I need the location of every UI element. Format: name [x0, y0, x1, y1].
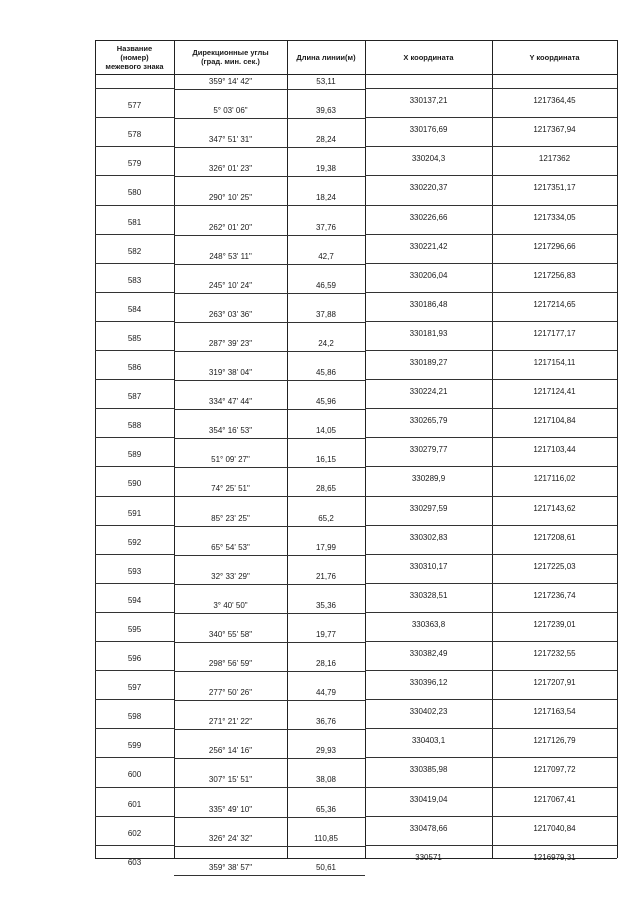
x-coordinate: 330478,66: [409, 823, 448, 833]
direction-angle: 359° 38' 57": [208, 862, 253, 872]
name-row-separator: [95, 583, 174, 584]
coordinate-row-separator: [365, 612, 617, 613]
name-row-separator: [95, 263, 174, 264]
name-row-separator: [95, 728, 174, 729]
segment-row-separator: [174, 787, 365, 788]
x-coordinate: 330328,51: [409, 590, 448, 600]
x-coordinate: 330279,77: [409, 445, 448, 455]
y-coordinate: 1217040,84: [533, 823, 576, 833]
x-coordinate: 330297,59: [409, 503, 448, 513]
x-coordinate: 330289,9: [411, 474, 446, 484]
line-length: 46,59: [315, 280, 337, 290]
y-coordinate: 1217232,55: [533, 649, 576, 658]
name-row-separator: [95, 379, 174, 380]
name-row-separator: [95, 205, 174, 206]
line-length: 16,15: [315, 455, 337, 465]
line-length: 35,36: [315, 600, 337, 610]
x-coordinate: 330224,21: [409, 387, 448, 397]
direction-angle: 32° 33' 29": [211, 571, 250, 581]
line-length: 19,77: [315, 629, 337, 639]
point-name: 590: [127, 479, 142, 489]
point-name: 584: [127, 304, 142, 314]
direction-angle: 290° 10' 25": [208, 193, 253, 203]
name-row-separator: [95, 757, 174, 758]
coordinate-row-separator: [365, 379, 617, 380]
point-name: 581: [127, 217, 142, 227]
direction-angle: 263° 03' 36": [208, 309, 253, 319]
header-x-coordinate: X координата: [403, 52, 454, 62]
point-name: 580: [127, 188, 142, 198]
x-coordinate: 330310,17: [409, 561, 448, 571]
coordinate-row-separator: [365, 408, 617, 409]
coordinate-row-separator: [365, 175, 617, 176]
name-row-separator: [95, 845, 174, 846]
direction-angle: 347° 51' 31": [208, 135, 253, 145]
line-length: 36,76: [315, 717, 337, 727]
coordinate-row-separator: [365, 205, 617, 206]
header-line-length: Длина линии(м): [296, 52, 356, 62]
point-name: 583: [127, 275, 142, 285]
x-coordinate: 330226,66: [409, 212, 448, 222]
x-coordinate: 330363,8: [411, 619, 446, 629]
coordinate-row-separator: [365, 583, 617, 584]
y-coordinate: 1217154,11: [533, 358, 576, 367]
line-length: 44,79: [315, 688, 337, 698]
y-coordinate: 1217214,65: [533, 299, 576, 309]
name-row-separator: [95, 699, 174, 700]
point-name: 599: [127, 741, 142, 751]
line-length: 19,38: [315, 164, 337, 174]
x-coordinate: 330181,93: [409, 328, 448, 338]
x-coordinate: 330402,23: [409, 707, 448, 717]
direction-angle: 307° 15' 51": [208, 775, 253, 785]
y-coordinate: 1217334,05: [533, 212, 576, 222]
y-coordinate: 1216979,31: [533, 852, 576, 862]
segment-row-separator: [174, 264, 365, 265]
y-coordinate: 1217103,44: [533, 445, 576, 455]
direction-angle: 5° 03' 06": [213, 106, 248, 116]
y-coordinate: 1217256,83: [533, 270, 576, 280]
direction-angle: 359° 14' 42": [208, 77, 253, 86]
line-length: 45,86: [315, 368, 337, 377]
direction-angle: 326° 24' 32": [208, 833, 253, 843]
point-name: 589: [127, 450, 142, 460]
y-coordinate: 1217207,91: [533, 678, 576, 688]
direction-angle: 277° 50' 26": [208, 688, 253, 698]
y-coordinate: 1217116,02: [533, 474, 576, 484]
segment-row-separator: [174, 555, 365, 556]
x-coordinate: 330571: [415, 852, 442, 862]
coordinate-row-separator: [365, 816, 617, 817]
coordinate-row-separator: [365, 437, 617, 438]
segment-row-separator: [174, 293, 365, 294]
name-row-separator: [95, 350, 174, 351]
name-row-separator: [95, 816, 174, 817]
name-row-separator: [95, 234, 174, 235]
direction-angle: 51° 09' 27": [211, 455, 250, 465]
point-name: 602: [127, 828, 142, 838]
y-coordinate: 1217364,45: [533, 96, 576, 106]
segment-row-separator: [174, 467, 365, 468]
segment-row-separator: [174, 496, 365, 497]
x-coordinate: 330137,21: [409, 96, 448, 106]
segment-row-separator: [174, 205, 365, 206]
line-length: 28,24: [315, 135, 337, 145]
point-name: 597: [127, 683, 142, 693]
y-coordinate: 1217177,17: [533, 328, 576, 338]
y-coordinate: 1217362: [538, 154, 571, 164]
line-length: 65,2: [318, 513, 334, 523]
point-name: 578: [127, 130, 142, 140]
y-coordinate: 1217208,61: [533, 532, 576, 542]
segment-row-separator: [174, 875, 365, 876]
y-coordinate: 1217367,94: [533, 125, 576, 135]
line-length: 42,7: [318, 251, 334, 261]
name-row-separator: [95, 117, 174, 118]
point-name: 579: [127, 159, 142, 169]
coordinate-row-separator: [365, 88, 617, 89]
point-name: 585: [127, 333, 142, 343]
line-length: 39,63: [315, 106, 337, 116]
name-row-separator: [95, 146, 174, 147]
line-length: 28,16: [315, 659, 337, 668]
coordinate-row-separator: [365, 292, 617, 293]
name-row-separator: [95, 321, 174, 322]
name-row-separator: [95, 292, 174, 293]
point-name: 601: [127, 799, 142, 809]
y-coordinate: 1217124,41: [533, 387, 576, 397]
name-row-separator: [95, 612, 174, 613]
point-name: 596: [127, 654, 142, 663]
segment-row-separator: [174, 846, 365, 847]
direction-angle: 335° 49' 10": [208, 804, 253, 814]
direction-angle: 74° 25' 51": [211, 484, 250, 494]
x-coordinate: 330221,42: [409, 241, 448, 251]
coordinate-row-separator: [365, 146, 617, 147]
y-coordinate: 1217126,79: [533, 736, 576, 746]
segment-row-separator: [174, 438, 365, 439]
x-coordinate: 330385,98: [409, 765, 448, 775]
direction-angle: 354° 16' 53": [208, 426, 253, 436]
y-coordinate: 1217067,41: [533, 794, 576, 804]
x-coordinate: 330403,1: [411, 736, 446, 746]
coordinate-row-separator: [365, 641, 617, 642]
header-separator: [95, 74, 617, 75]
y-coordinate: 1217351,17: [533, 183, 576, 193]
segment-row-separator: [174, 729, 365, 730]
name-row-separator: [95, 175, 174, 176]
segment-row-separator: [174, 409, 365, 410]
segment-row-separator: [174, 147, 365, 148]
line-length: 45,96: [315, 397, 337, 407]
line-length: 53,11: [316, 77, 336, 86]
coordinate-row-separator: [365, 699, 617, 700]
name-row-separator: [95, 670, 174, 671]
x-coordinate: 330220,37: [409, 183, 448, 193]
line-length: 65,36: [315, 804, 337, 814]
segment-row-separator: [174, 322, 365, 323]
line-length: 18,24: [315, 193, 337, 203]
point-name: 603: [127, 857, 142, 867]
line-length: 38,08: [315, 775, 337, 785]
segment-row-separator: [174, 584, 365, 585]
coordinate-row-separator: [365, 263, 617, 264]
line-length: 50,61: [315, 862, 337, 872]
segment-row-separator: [174, 671, 365, 672]
table-column-border: [617, 40, 618, 858]
point-name: 595: [127, 624, 142, 634]
table-column-border: [287, 40, 288, 858]
x-coordinate: 330206,04: [409, 270, 448, 280]
direction-angle: 85° 23' 25": [211, 513, 250, 523]
point-name: 586: [127, 363, 142, 372]
segment-row-separator: [174, 235, 365, 236]
y-coordinate: 1217143,62: [533, 503, 576, 513]
coordinate-row-separator: [365, 670, 617, 671]
name-row-separator: [95, 466, 174, 467]
direction-angle: 262° 01' 20": [208, 222, 253, 232]
direction-angle: 326° 01' 23": [208, 164, 253, 174]
coordinate-table: [95, 40, 617, 872]
segment-row-separator: [174, 380, 365, 381]
line-length: 29,93: [315, 746, 337, 756]
line-length: 17,99: [315, 542, 337, 552]
coordinate-row-separator: [365, 234, 617, 235]
point-name: 591: [127, 508, 142, 518]
direction-angle: 271° 21' 22": [208, 717, 253, 727]
x-coordinate: 330186,48: [409, 299, 448, 309]
direction-angle: 256° 14' 16": [208, 746, 253, 756]
header-y-coordinate: Y координата: [529, 52, 580, 62]
line-length: 21,76: [315, 571, 337, 581]
x-coordinate: 330265,79: [409, 416, 448, 426]
direction-angle: 245° 10' 24": [208, 280, 253, 290]
x-coordinate: 330176,69: [409, 125, 448, 135]
x-coordinate: 330189,27: [409, 358, 448, 367]
line-length: 37,88: [315, 309, 337, 319]
direction-angle: 319° 38' 04": [208, 368, 253, 377]
x-coordinate: 330302,83: [409, 532, 448, 542]
y-coordinate: 1217104,84: [533, 416, 576, 426]
direction-angle: 340° 55' 58": [208, 629, 253, 639]
point-name: 587: [127, 392, 142, 402]
name-row-separator: [95, 496, 174, 497]
x-coordinate: 330382,49: [409, 649, 448, 658]
y-coordinate: 1217163,54: [533, 707, 576, 717]
line-length: 28,65: [315, 484, 337, 494]
line-length: 14,05: [315, 426, 337, 436]
direction-angle: 65° 54' 53": [211, 542, 250, 552]
coordinate-row-separator: [365, 757, 617, 758]
point-name: 593: [127, 566, 142, 576]
segment-row-separator: [174, 118, 365, 119]
x-coordinate: 330396,12: [409, 678, 448, 688]
coordinate-row-separator: [365, 117, 617, 118]
table-border-top: [95, 40, 617, 41]
header-direction-angle: Дирекционные углы (град. мин. сек.): [192, 48, 269, 66]
line-length: 110,85: [314, 833, 338, 843]
x-coordinate: 330419,04: [409, 794, 448, 804]
segment-row-separator: [174, 89, 365, 90]
table-column-border: [174, 40, 175, 858]
y-coordinate: 1217236,74: [533, 590, 576, 600]
point-name: 592: [127, 537, 142, 547]
direction-angle: 248° 53' 11": [209, 251, 252, 261]
y-coordinate: 1217225,03: [533, 561, 576, 571]
y-coordinate: 1217097,72: [533, 765, 576, 775]
point-name: 582: [127, 246, 142, 256]
coordinate-row-separator: [365, 845, 617, 846]
name-row-separator: [95, 88, 174, 89]
coordinate-row-separator: [365, 496, 617, 497]
x-coordinate: 330204,3: [411, 154, 446, 164]
segment-row-separator: [174, 613, 365, 614]
direction-angle: 3° 40' 50": [213, 600, 248, 610]
segment-row-separator: [174, 700, 365, 701]
point-name: 577: [127, 101, 142, 111]
segment-row-separator: [174, 817, 365, 818]
name-row-separator: [95, 787, 174, 788]
coordinate-row-separator: [365, 321, 617, 322]
name-row-separator: [95, 641, 174, 642]
name-row-separator: [95, 525, 174, 526]
segment-row-separator: [174, 758, 365, 759]
y-coordinate: 1217239,01: [533, 619, 576, 629]
line-length: 24,2: [318, 338, 334, 348]
point-name: 600: [127, 770, 142, 780]
segment-row-separator: [174, 526, 365, 527]
direction-angle: 298° 56' 59": [208, 659, 253, 668]
name-row-separator: [95, 408, 174, 409]
header-point-name: Название (номер) межевого знака: [105, 43, 164, 71]
coordinate-row-separator: [365, 787, 617, 788]
coordinate-row-separator: [365, 525, 617, 526]
coordinate-row-separator: [365, 554, 617, 555]
coordinate-row-separator: [365, 466, 617, 467]
direction-angle: 334° 47' 44": [208, 397, 253, 407]
y-coordinate: 1217296,66: [533, 241, 576, 251]
name-row-separator: [95, 554, 174, 555]
coordinate-row-separator: [365, 350, 617, 351]
line-length: 37,76: [315, 222, 337, 232]
direction-angle: 287° 39' 23": [208, 338, 253, 348]
point-name: 598: [127, 712, 142, 722]
point-name: 594: [127, 595, 142, 605]
name-row-separator: [95, 437, 174, 438]
segment-row-separator: [174, 642, 365, 643]
coordinate-row-separator: [365, 728, 617, 729]
point-name: 588: [127, 421, 142, 431]
segment-row-separator: [174, 351, 365, 352]
segment-row-separator: [174, 176, 365, 177]
